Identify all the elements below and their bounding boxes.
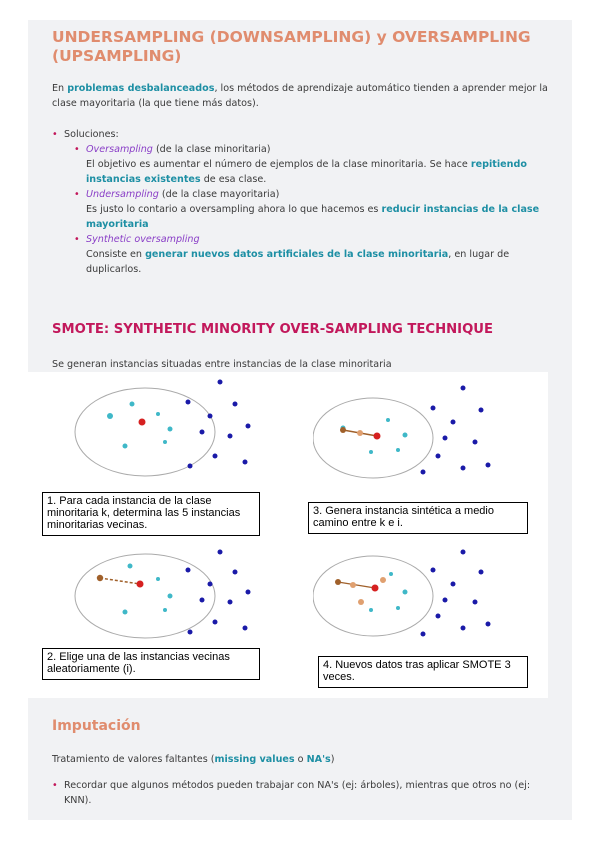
intro-text: En	[52, 83, 68, 94]
desc-text: Es justo lo contario a oversampling ahora lo que hacemos es	[86, 204, 382, 215]
synthetic-points	[350, 577, 386, 605]
selected-point-k	[137, 581, 144, 588]
desc-text: Consiste en	[86, 249, 146, 260]
minority-points	[369, 572, 408, 612]
minority-points	[123, 564, 173, 615]
imp-highlight-na: NA's	[306, 754, 331, 765]
desc-text: El objetivo es aumentar el número de ejemplos de la clase minoritaria. Se hace	[86, 159, 471, 170]
imputation-heading: Imputación	[52, 718, 141, 734]
solutions-list	[52, 127, 552, 277]
desc-text-end: , en lugar de duplicarlos.	[86, 249, 510, 275]
intro-highlight: problemas desbalanceados	[67, 83, 215, 94]
smote-heading: SMOTE: SYNTHETIC MINORITY OVER-SAMPLING TECHNIQUE	[52, 322, 494, 337]
majority-points	[421, 386, 491, 475]
smote-description: Se generan instancias situadas entre instancias de la clase minoritaria	[52, 359, 392, 370]
intro-paragraph	[52, 81, 552, 111]
desc-text-end: de esa clase.	[200, 174, 267, 185]
majority-points	[186, 550, 251, 635]
panel-3-scatter	[313, 380, 513, 498]
selected-point-k	[139, 419, 146, 426]
page-title: UNDERSAMPLING (DOWNSAMPLING) y OVERSAMPLING (UPSAMPLING)	[52, 28, 531, 65]
minority-region	[75, 554, 215, 638]
neighbor-point-i	[97, 575, 103, 581]
minority-region	[75, 388, 215, 476]
minority-points	[107, 402, 173, 449]
solution-desc-oversampling	[52, 157, 552, 187]
desc-highlight: reducir instancias de la clase mayoritaria	[86, 204, 540, 230]
selected-point-k	[372, 585, 379, 592]
caption-step-4: 4. Nuevos datos tras aplicar SMOTE 3 veces.	[318, 656, 528, 688]
caption-step-2: 2. Elige una de las instancias vecinas aleatoriamente (i).	[42, 648, 260, 680]
imputation-list	[52, 778, 548, 808]
synthetic-point	[357, 430, 363, 436]
panel-2-scatter	[70, 544, 270, 654]
minority-region	[313, 556, 433, 636]
desc-highlight: repitiendo instancias existentes	[86, 159, 527, 185]
imputation-description	[52, 752, 334, 767]
imp-text-end: )	[330, 754, 335, 765]
desc-highlight: generar nuevos datos artificiales de la clase minoritaria	[145, 249, 449, 260]
majority-points	[186, 380, 251, 469]
panel-4-scatter	[313, 544, 513, 654]
solution-suffix: (de la clase minoritaria)	[152, 144, 271, 155]
panel-1-scatter	[70, 374, 270, 492]
solution-item-undersampling	[52, 187, 552, 202]
solution-item-synthetic	[52, 232, 552, 247]
solution-desc-synthetic	[52, 247, 552, 277]
minority-region	[313, 398, 433, 478]
neighbor-point	[335, 579, 341, 585]
selected-point-k	[374, 433, 381, 440]
intro-text-end: , los métodos de aprendizaje automático tienden a aprender mejor la clase mayoritaria (la que tiene más datos).	[52, 83, 548, 109]
neighbor-point	[340, 427, 346, 433]
imp-text-mid: o	[294, 754, 307, 765]
imputation-bullet: • Recordar que algunos métodos pueden trabajar con NA's (ej: árboles), mientras que otros no (ej: KNN).	[52, 778, 548, 808]
solution-desc-undersampling	[52, 202, 552, 232]
solution-name: Undersampling	[86, 189, 159, 200]
caption-step-1: 1. Para cada instancia de la clase minoritaria k, determina las 5 instancias minoritarias vecinas.	[42, 492, 260, 536]
smote-figure	[28, 372, 548, 698]
solution-item-oversampling	[52, 142, 552, 157]
solution-name: Synthetic oversampling	[86, 234, 200, 245]
imp-text: Tratamiento de valores faltantes (	[52, 754, 215, 765]
caption-step-3: 3. Genera instancia sintética a medio camino entre k e i.	[308, 502, 528, 534]
solution-suffix: (de la clase mayoritaria)	[158, 189, 280, 200]
majority-points	[421, 550, 491, 637]
solutions-bullet: • Soluciones:	[52, 127, 552, 142]
solution-name: Oversampling	[86, 144, 153, 155]
imp-highlight-missing: missing values	[214, 754, 295, 765]
